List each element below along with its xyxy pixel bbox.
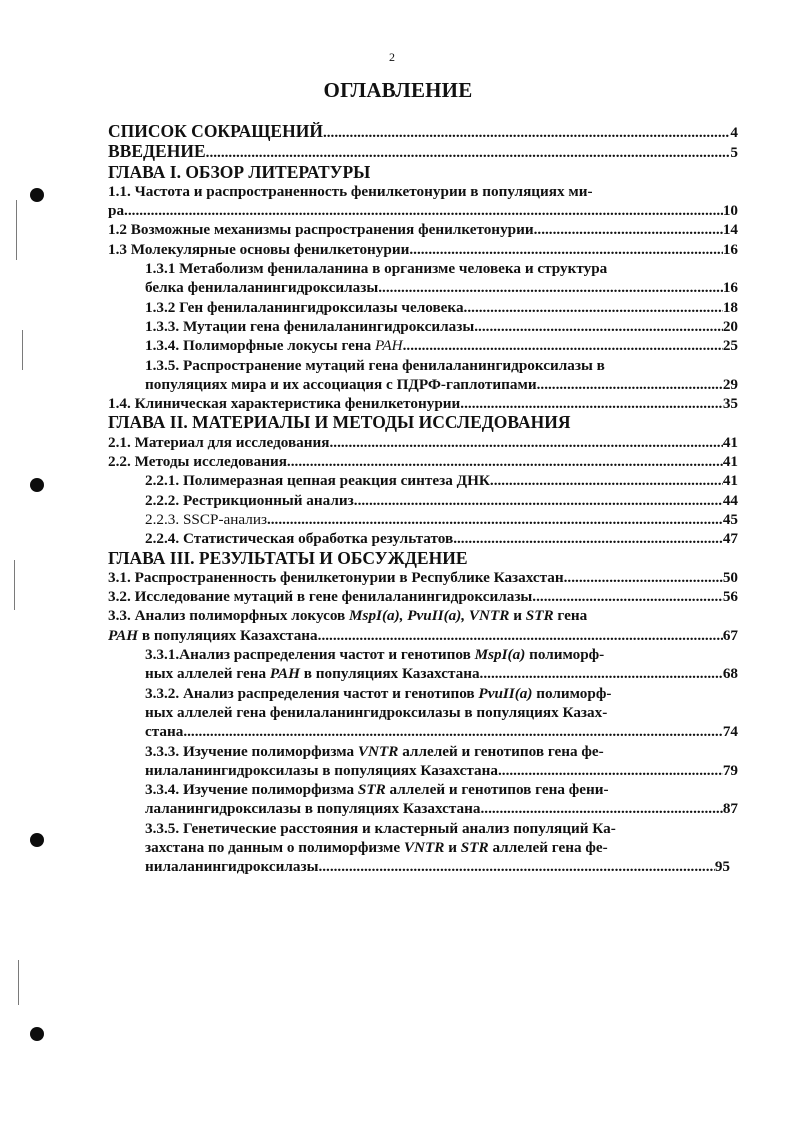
toc-entry-title-cont: ных аллелей гена PAH в популяциях Казахстана <box>145 665 480 683</box>
chapter-heading: ГЛАВА I. ОБЗОР ЛИТЕРАТУРЫ <box>108 161 371 182</box>
toc-entry-page: 50 <box>722 568 738 586</box>
toc-entry[interactable] <box>108 645 738 684</box>
toc-entry-page: 41 <box>722 433 738 451</box>
toc-entry-page: 25 <box>722 337 738 355</box>
toc-entry[interactable] <box>108 742 738 781</box>
toc-entry-page: 95 <box>714 858 730 876</box>
toc-entry-title-cont: стана <box>145 723 184 741</box>
toc-entry-page: 74 <box>722 723 738 741</box>
toc-entry-page: 10 <box>722 202 738 220</box>
toc-entry-title: 3.3.2. Анализ распределения частот и генотипов PvuII(a) полиморф- <box>145 684 612 702</box>
toc-entry-page: 16 <box>722 240 738 258</box>
toc-entry-page: 47 <box>722 530 738 548</box>
toc-entry-title-cont: ных аллелей гена фенилаланингидроксилазы в популяциях Казах- <box>145 703 608 721</box>
toc-entry-page: 87 <box>722 800 738 818</box>
toc-entry-title: 1.3 Молекулярные основы фенилкетонурии <box>108 240 410 258</box>
toc-entry[interactable] <box>108 606 738 645</box>
toc-entry-page: 35 <box>722 395 738 413</box>
toc-entry[interactable] <box>108 471 738 490</box>
toc-entry[interactable] <box>108 587 738 606</box>
toc-entry-page: 14 <box>722 221 738 239</box>
toc-entry-page: 16 <box>722 279 738 297</box>
toc-entry[interactable] <box>108 433 738 452</box>
toc-entry[interactable] <box>108 394 738 413</box>
table-of-contents <box>108 122 738 877</box>
toc-entry-page: 5 <box>730 144 738 162</box>
toc-entry-title: 1.3.3. Мутации гена фенилаланингидроксилазы <box>145 317 475 335</box>
toc-entry-page: 67 <box>722 626 738 644</box>
toc-entry-page: 44 <box>722 491 738 509</box>
toc-entry-title: 3.3.3. Изучение полиморфизма VNTR аллелей и генотипов гена фе- <box>145 742 604 760</box>
toc-entry-title: 1.4. Клиническая характеристика фенилкетонурии <box>108 395 461 413</box>
toc-entry-page: 18 <box>722 298 738 316</box>
toc-entry-title-cont: лаланингидроксилазы в популяциях Казахстана. <box>145 800 485 818</box>
punch-hole-icon <box>30 188 44 202</box>
toc-entry[interactable] <box>108 122 738 142</box>
toc-entry-title: 2.2.2. Рестрикционный анализ <box>145 491 354 509</box>
scan-mark <box>14 560 15 610</box>
toc-entry[interactable] <box>108 684 738 742</box>
toc-entry-title: ВВЕДЕНИЕ <box>108 142 206 162</box>
toc-entry-title: 1.3.5. Распространение мутаций гена фенилаланингидроксилазы в <box>145 356 605 374</box>
toc-entry-page: 68 <box>722 665 738 683</box>
toc-entry-title: 1.3.1 Метаболизм фенилаланина в организме человека и структура <box>145 260 608 278</box>
scan-mark <box>16 200 17 260</box>
toc-entry-page: 20 <box>722 317 738 335</box>
toc-entry-title: 3.3. Анализ полиморфных локусов MspI(a), PvuII(a), VNTR и STR гена <box>108 607 588 625</box>
toc-entry-title: 3.3.5. Генетические расстояния и кластерный анализ популяций Ка- <box>145 819 616 837</box>
toc-entry-title: 3.1. Распространенность фенилкетонурии в Республике Казахстан <box>108 568 564 586</box>
scan-margin-artifacts <box>0 0 60 1127</box>
toc-entry[interactable] <box>108 142 738 162</box>
toc-entry[interactable] <box>108 780 738 819</box>
toc-entry-title: 3.2. Исследование мутаций в гене фенилаланингидроксилазы <box>108 588 533 606</box>
toc-entry-page: 45 <box>722 510 738 528</box>
toc-entry[interactable] <box>108 529 738 548</box>
chapter-heading: ГЛАВА III. РЕЗУЛЬТАТЫ И ОБСУЖДЕНИЕ <box>108 547 468 568</box>
toc-entry[interactable] <box>108 220 738 239</box>
toc-entry[interactable] <box>108 317 738 336</box>
toc-entry-title: 1.3.2 Ген фенилаланингидроксилазы человека <box>145 298 464 316</box>
toc-entry[interactable] <box>108 568 738 587</box>
toc-entry-title: 2.1. Материал для исследования <box>108 433 330 451</box>
toc-entry[interactable] <box>108 510 738 529</box>
toc-entry-page: 41 <box>722 453 738 471</box>
toc-entry-title: 2.2.1. Полимеразная цепная реакция синтеза ДНК. <box>145 472 494 490</box>
toc-entry-title: 2.2.3. SSCP-анализ <box>145 510 267 528</box>
toc-entry[interactable] <box>108 491 738 510</box>
toc-entry-page: 79 <box>722 761 738 779</box>
page-title: ОГЛАВЛЕНИЕ <box>323 78 473 102</box>
toc-entry-title-cont: нилаланингидроксилазы в популяциях Казахстана <box>145 761 498 779</box>
toc-entry-title: СПИСОК СОКРАЩЕНИЙ <box>108 122 323 141</box>
toc-entry-title-cont: ра <box>108 202 125 220</box>
punch-hole-icon <box>30 478 44 492</box>
punch-hole-icon <box>30 1027 44 1041</box>
toc-entry-title: 3.3.4. Изучение полиморфизма STR аллелей и генотипов гена фени- <box>145 781 609 799</box>
toc-entry-title-cont: PAH в популяциях Казахстана <box>108 626 318 644</box>
toc-entry[interactable] <box>108 182 738 221</box>
toc-entry-title: 3.3.1.Анализ распределения частот и генотипов MspI(a) полиморф- <box>145 646 605 664</box>
chapter-heading: ГЛАВА II. МАТЕРИАЛЫ И МЕТОДЫ ИССЛЕДОВАНИЯ <box>108 412 571 433</box>
scan-mark <box>18 960 19 1005</box>
toc-entry-title: 1.2 Возможные механизмы распространения фенилкетонурии <box>108 221 534 239</box>
toc-entry[interactable] <box>108 819 738 877</box>
toc-entry-title-cont: белка фенилаланингидроксилазы <box>145 279 379 297</box>
page-number: 2 <box>389 50 395 64</box>
toc-entry-title: 1.3.4. Полиморфные локусы гена PAH <box>145 337 403 355</box>
punch-hole-icon <box>30 833 44 847</box>
toc-entry[interactable] <box>108 356 738 395</box>
toc-entry-title-cont: популяциях мира и их ассоциация с ПДРФ-гаплотипами <box>145 375 537 393</box>
toc-entry[interactable] <box>108 298 738 317</box>
toc-entry-title: 1.1. Частота и распространенность фенилкетонурии в популяциях ми- <box>108 182 593 200</box>
toc-entry-page: 29 <box>722 375 738 393</box>
toc-entry-title: 2.2. Методы исследования <box>108 453 287 471</box>
toc-entry[interactable] <box>108 259 738 298</box>
toc-entry-page: 4 <box>730 124 738 141</box>
toc-entry[interactable] <box>108 452 738 471</box>
scan-mark <box>22 330 23 370</box>
toc-entry[interactable] <box>108 336 738 355</box>
toc-entry-title-cont: нилаланингидроксилазы <box>145 858 319 876</box>
toc-entry[interactable] <box>108 240 738 259</box>
toc-entry-title: 2.2.4. Статистическая обработка результатов <box>145 530 454 548</box>
toc-entry-title-cont: захстана по данным о полиморфизме VNTR и STR аллелей гена фе- <box>145 838 608 856</box>
toc-entry-page: 56 <box>722 588 738 606</box>
toc-entry-page: 41 <box>722 472 738 490</box>
